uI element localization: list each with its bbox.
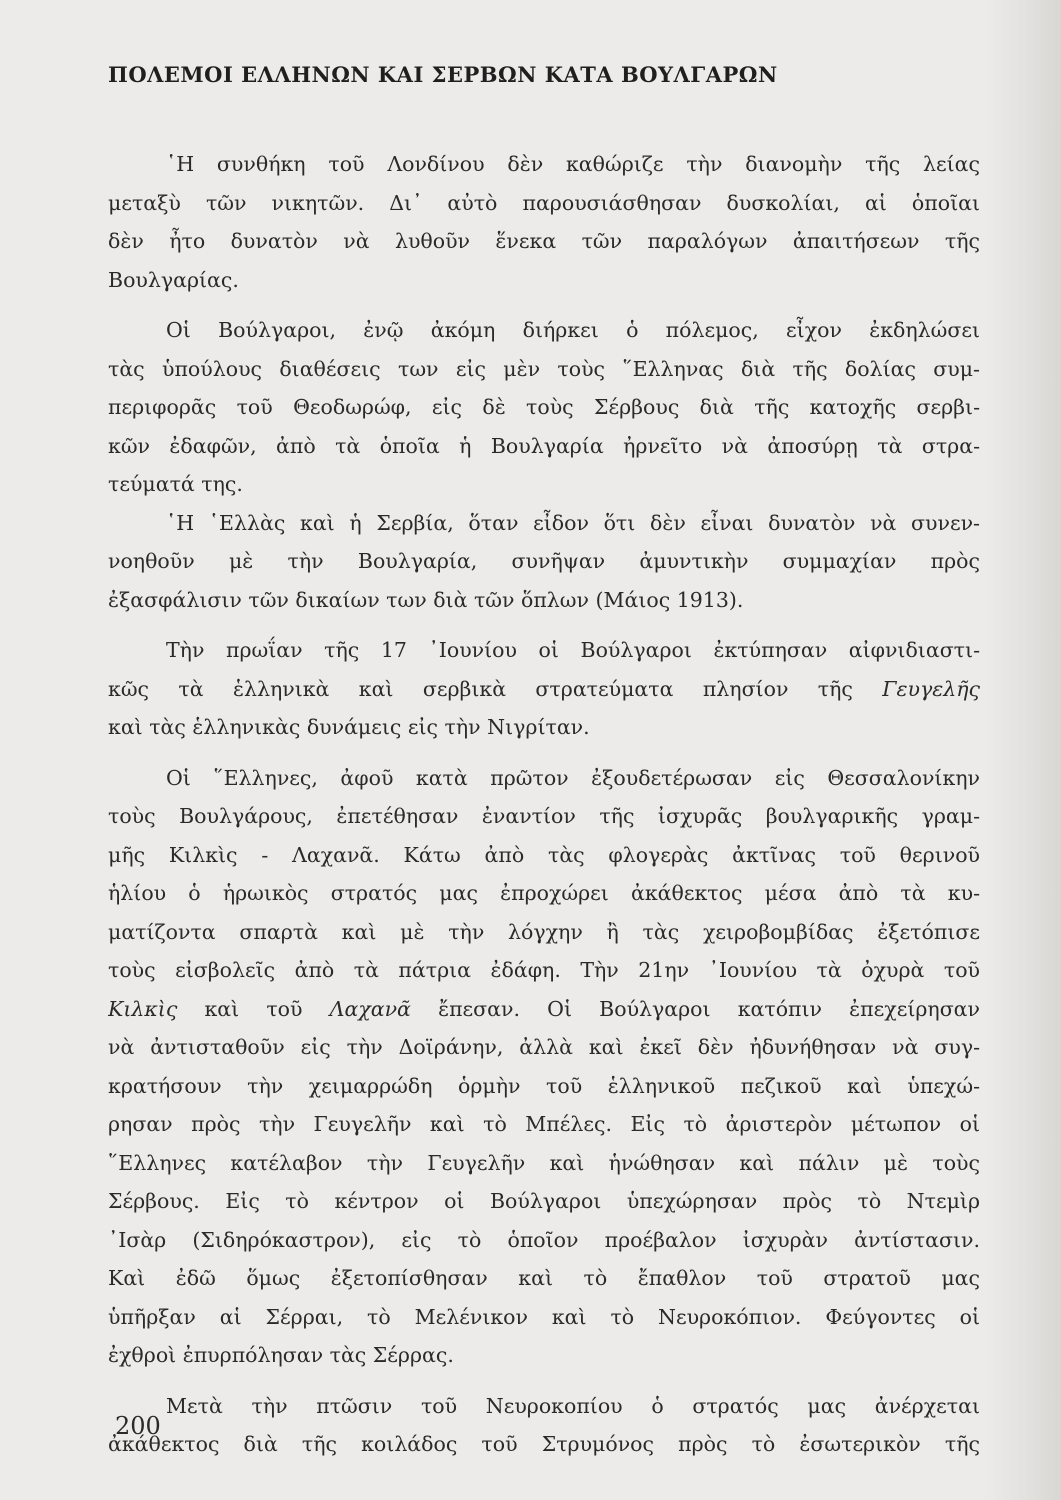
page-number: 200 bbox=[115, 1412, 161, 1440]
text-line bbox=[108, 670, 980, 709]
text-line: Μετὰ τὴν πτῶσιν τοῦ Νευροκοπίου ὁ στρατός μας ἀνέρχεται bbox=[166, 1393, 980, 1418]
text-line: Οἱ Βούλγαροι, ἐνῷ ἀκόμη διήρκει ὁ πόλεμος, εἶχον ἐκδηλώσει bbox=[166, 318, 980, 342]
text-line: νοηθοῦν μὲ τὴν Βουλγαρία, συνῆψαν ἀμυντικὴν συμμαχίαν πρὸς bbox=[108, 549, 980, 573]
text-line: ἐξασφάλισιν τῶν δικαίων των διὰ τῶν ὅπλων (Μάιος 1913). bbox=[108, 587, 744, 612]
place-name-italic: Γευγελῆς bbox=[882, 676, 980, 701]
text-line: κῶν ἐδαφῶν, ἀπὸ τὰ ὁποῖα ἡ Βουλγαρία ἠρνεῖτο νὰ ἀποσύρῃ τὰ στρα- bbox=[108, 433, 980, 458]
text-line: ῾Η συνθήκη τοῦ Λονδίνου δὲν καθώριζε τὴν διανομὴν τῆς λείας bbox=[166, 152, 980, 176]
text-line: Τὴν πρωΐαν τῆς 17 ᾿Ιουνίου οἱ Βούλγαροι ἐκτύπησαν αἰφνιδιαστι- bbox=[166, 638, 980, 662]
body-text bbox=[108, 145, 980, 1464]
text-fragment: ἔπεσαν. Οἱ Βούλγαροι κατόπιν ἐπεχείρησαν bbox=[438, 996, 980, 1021]
text-line: τοὺς Βουλγάρους, ἐπετέθησαν ἐναντίον τῆς ἰσχυρᾶς βουλγαρικῆς γραμ- bbox=[108, 804, 980, 828]
text-line: κρατήσουν τὴν χειμαρρώδη ὁρμὴν τοῦ ἑλληνικοῦ πεζικοῦ καὶ ὑπεχώ- bbox=[108, 1073, 980, 1098]
text-line: ῞Ελληνες κατέλαβον τὴν Γευγελῆν καὶ ἡνώθησαν καὶ πάλιν μὲ τοὺς bbox=[108, 1150, 980, 1175]
text-line: δὲν ἦτο δυνατὸν νὰ λυθοῦν ἕνεκα τῶν παραλόγων ἀπαιτήσεων τῆς bbox=[108, 229, 980, 253]
text-fragment: κῶς τὰ ἑλληνικὰ καὶ σερβικὰ στρατεύματα πλησίον τῆς bbox=[108, 676, 853, 701]
text-line: ἡλίου ὁ ἡρωικὸς στρατός μας ἐπροχώρει ἀκάθεκτος μέσα ἀπὸ τὰ κυ- bbox=[108, 881, 980, 905]
text-fragment: καὶ τοῦ bbox=[204, 996, 303, 1021]
text-line: Βουλγαρίας. bbox=[108, 267, 239, 292]
text-line: τεύματά της. bbox=[108, 472, 243, 496]
text-line: περιφορᾶς τοῦ Θεοδωρώφ, εἰς δὲ τοὺς Σέρβους διὰ τῆς κατοχῆς σερβι- bbox=[108, 395, 980, 419]
text-line: μῆς Κιλκὶς - Λαχανᾶ. Κάτω ἀπὸ τὰς φλογερὰς ἀκτῖνας τοῦ θερινοῦ bbox=[108, 842, 980, 867]
text-line: Σέρβους. Εἰς τὸ κέντρον οἱ Βούλγαροι ὑπεχώρησαν πρὸς τὸ Ντεμὶρ bbox=[108, 1189, 980, 1213]
text-line: ῾Η ῾Ελλὰς καὶ ἡ Σερβία, ὅταν εἶδον ὅτι δὲν εἶναι δυνατὸν νὰ συνεν- bbox=[166, 510, 980, 535]
place-name-italic: Κιλκὶς bbox=[108, 996, 178, 1021]
text-line: ἐχθροὶ ἐπυρπόλησαν τὰς Σέρρας. bbox=[108, 1343, 454, 1367]
place-name-italic: Λαχανᾶ bbox=[329, 996, 411, 1021]
text-line: καὶ τὰς ἑλληνικὰς δυνάμεις εἰς τὴν Νιγρίταν. bbox=[108, 715, 590, 739]
text-line: ὑπῆρξαν αἱ Σέρραι, τὸ Μελένικον καὶ τὸ Νευροκόπιον. Φεύγοντες οἱ bbox=[108, 1304, 980, 1329]
text-line: μεταξὺ τῶν νικητῶν. Δι᾿ αὐτὸ παρουσιάσθησαν δυσκολίαι, αἱ ὁποῖαι bbox=[108, 190, 980, 215]
page-title: ΠΟΛΕΜΟΙ ΕΛΛΗΝΩΝ ΚΑΙ ΣΕΡΒΩΝ ΚΑΤΑ ΒΟΥΛΓΑΡΩΝ bbox=[108, 62, 778, 87]
text-line: Καὶ ἐδῶ ὅμως ἐξετοπίσθησαν καὶ τὸ ἔπαθλον τοῦ στρατοῦ μας bbox=[108, 1266, 980, 1290]
text-line: Οἱ ῞Ελληνες, ἀφοῦ κατὰ πρῶτον ἐξουδετέρωσαν εἰς Θεσσαλονίκην bbox=[166, 765, 980, 790]
text-line: τὰς ὑπούλους διαθέσεις των εἰς μὲν τοὺς ῞Ελληνας διὰ τῆς δολίας συμ- bbox=[108, 356, 980, 381]
text-line: νὰ ἀντισταθοῦν εἰς τὴν Δοϊράνην, ἀλλὰ καὶ ἐκεῖ δὲν ἠδυνήθησαν νὰ συγ- bbox=[108, 1035, 980, 1059]
page-edge-shadow bbox=[986, 0, 1061, 1500]
text-line: ματίζοντα σπαρτὰ καὶ μὲ τὴν λόγχην ἢ τὰς χειροβομβίδας ἐξετόπισε bbox=[108, 919, 980, 944]
text-line: ἀκάθεκτος διὰ τῆς κοιλάδος τοῦ Στρυμόνος πρὸς τὸ ἐσωτερικὸν τῆς bbox=[108, 1432, 980, 1456]
text-line bbox=[108, 990, 980, 1029]
text-line: ρησαν πρὸς τὴν Γευγελῆν καὶ τὸ Μπέλες. Εἰς τὸ ἀριστερὸν μέτωπον οἱ bbox=[108, 1112, 980, 1136]
text-line: τοὺς εἰσβολεῖς ἀπὸ τὰ πάτρια ἐδάφη. Τὴν 21ην ᾿Ιουνίου τὰ ὀχυρὰ τοῦ bbox=[108, 958, 980, 982]
text-line: ᾿Ισὰρ (Σιδηρόκαστρον), εἰς τὸ ὁποῖον προέβαλον ἰσχυρὰν ἀντίστασιν. bbox=[108, 1227, 980, 1252]
